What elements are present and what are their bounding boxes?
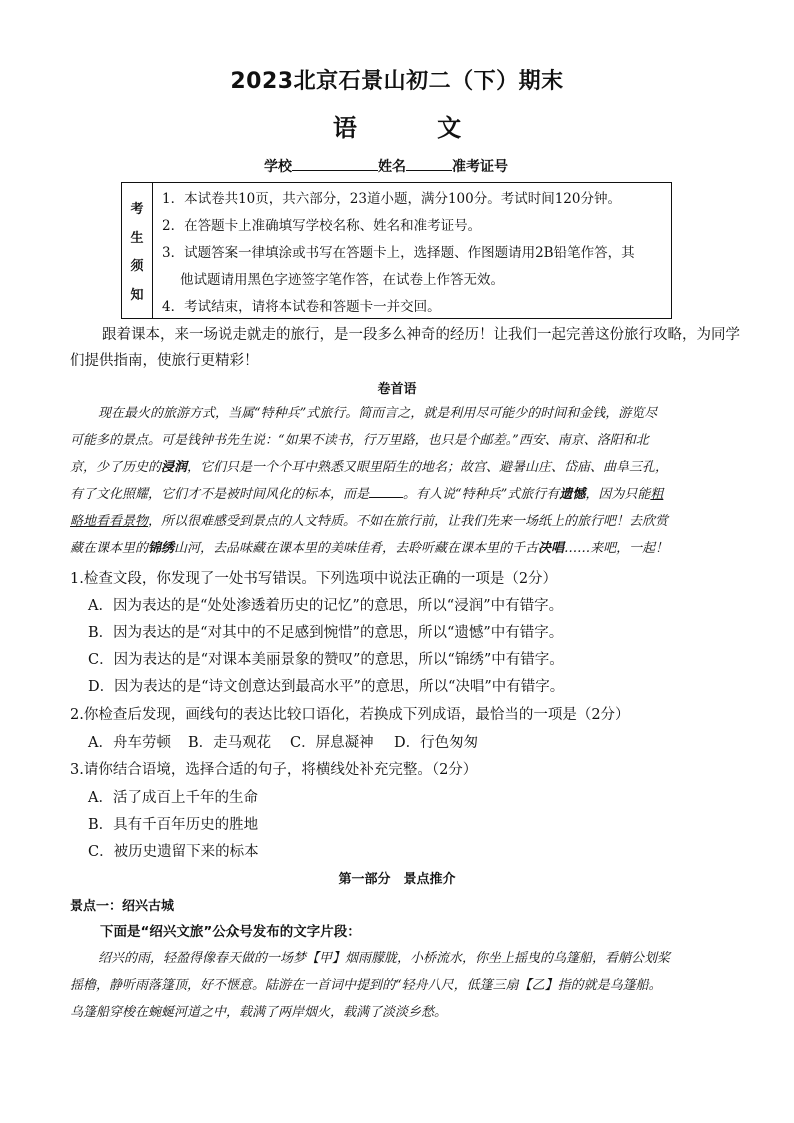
exam-id-label: 准考证号	[452, 159, 508, 175]
preface-word-juechang: 决唱	[538, 541, 565, 556]
notice-label-char: 须	[130, 259, 144, 275]
preface-line	[70, 481, 730, 508]
school-label: 学校	[264, 159, 292, 175]
preface-line	[70, 535, 730, 562]
question-2-option-c[interactable]: C．屏息凝神	[290, 735, 374, 751]
question-2-option-b[interactable]: B．走马观花	[188, 735, 272, 751]
preface-line: 现在最火的旅游方式，当属“特种兵”式旅行。简而言之，就是利用尽可能少的时间和金钱，游览尽	[98, 406, 658, 421]
preface-line	[70, 508, 730, 535]
preface-text-span: 藏在课本里的	[70, 541, 149, 556]
part-1-heading: 第一部分 景点推介	[338, 872, 456, 887]
question-3-option-a[interactable]: A．活了成百上千年的生命	[88, 790, 258, 806]
preface-text-span: ，因为只能	[585, 487, 651, 502]
notice-item: 他试题请用黑色字迹签字笔作答，在试卷上作答无效。	[180, 272, 504, 288]
question-3-option-c[interactable]: C．被历史遗留下来的标本	[88, 844, 259, 860]
intro-line-1: 跟着课本，来一场说走就走的旅行，是一段多么神奇的经历！让我们一起完善这份旅行攻略，为同学	[102, 327, 740, 343]
passage-line: 绍兴的雨，轻盈得像春天做的一场梦【甲】烟雨朦胧，小桥流水，你坐上摇曳的乌篷船，看艄公划桨	[98, 951, 671, 966]
fill-in-blank[interactable]	[369, 485, 403, 498]
exam-title: 2023北京石景山初二（下）期末	[230, 69, 564, 94]
question-1-option-a[interactable]: A．因为表达的是“处处渗透着历史的记忆”的意思，所以“浸润”中有错字。	[88, 598, 564, 614]
preface-word-jinrun: 浸润	[161, 460, 188, 475]
wechat-intro: 下面是“绍兴文旅”公众号发布的文字片段：	[100, 924, 361, 940]
preface-line: 可能多的景点。可是钱钟书先生说：“如果不读书，行万里路，也只是个邮差。”西安、南京、洛阳和北	[70, 433, 649, 448]
question-1-stem: 1.检查文段，你发现了一处书写错误。下列选项中说法正确的一项是（2分）	[70, 571, 558, 587]
preface-word-yihan: 遗憾	[559, 487, 586, 502]
subject-title: 语 文	[332, 114, 498, 142]
student-info-fields	[264, 156, 508, 176]
preface-text-span: 京，少了历史的	[70, 460, 162, 475]
question-2-option-d[interactable]: D．行色匆匆	[394, 735, 479, 751]
question-3-stem: 3.请你结合语境，选择合适的句子，将横线处补充完整。（2分）	[70, 762, 478, 778]
passage-line: 乌篷船穿梭在蜿蜒河道之中，载满了两岸烟火，载满了淡淡乡愁。	[70, 1005, 448, 1020]
notice-label	[122, 183, 153, 318]
question-2-stem: 2.你检查后发现，画线句的表达比较口语化，若换成下列成语，最恰当的一项是（2分）	[70, 707, 630, 723]
passage-line: 摇橹，静听雨落篷顶，好不惬意。陆游在一首词中提到的“轻舟八尺，低篷三扇【乙】指的就是乌篷船。	[70, 978, 662, 993]
question-2-option-a[interactable]: A．舟车劳顿	[88, 735, 171, 751]
preface-text-span: 山河，去品味藏在课本里的美味佳肴，去聆听藏在课本里的千古	[174, 541, 539, 556]
intro-line-2: 们提供指南，使旅行更精彩！	[70, 353, 259, 369]
preface-heading: 卷首语	[377, 382, 417, 397]
question-1-option-d[interactable]: D．因为表达的是“诗文创意达到最高水平”的意思，所以“决唱”中有错字。	[88, 679, 565, 695]
name-blank[interactable]	[406, 156, 452, 171]
spot-1-title: 景点一：绍兴古城	[70, 899, 175, 914]
name-label: 姓名	[378, 159, 406, 175]
preface-text-span: 有了文化照耀，它们才不是被时间风化的标本，而是	[70, 487, 370, 502]
notice-item: 2．在答题卡上准确填写学校名称、姓名和准考证号。	[162, 218, 482, 234]
underlined-sentence: 粗	[650, 487, 664, 502]
notice-item: 4．考试结束，请将本试卷和答题卡一并交回。	[162, 299, 441, 315]
preface-text-span: 。有人说“特种兵”式旅行有	[403, 487, 560, 502]
notice-label-char: 生	[130, 230, 144, 246]
underlined-sentence: 略地看看景物	[70, 514, 149, 529]
notice-label-char: 考	[130, 202, 144, 218]
preface-word-jinxiu: 锦绣	[148, 541, 175, 556]
preface-line	[70, 454, 730, 481]
school-blank[interactable]	[292, 156, 378, 171]
notice-item: 3．试题答案一律填涂或书写在答题卡上，选择题、作图题请用2B铅笔作答，其	[162, 245, 635, 261]
preface-text-span: ，它们只是一个个耳中熟悉又眼里陌生的地名；故宫、避暑山庄、岱庙、曲阜三孔，	[187, 460, 669, 475]
notice-items	[162, 186, 665, 321]
preface-text-span: ，所以很难感受到景点的人文特质。不如在旅行前，让我们先来一场纸上的旅行吧！去欣赏	[148, 514, 669, 529]
preface-text-span: ……来吧，一起！	[564, 541, 669, 556]
question-1-option-c[interactable]: C．因为表达的是“对课本美丽景象的赞叹”的意思，所以“锦绣”中有错字。	[88, 652, 564, 668]
question-1-option-b[interactable]: B．因为表达的是“对其中的不足感到惋惜”的意思，所以“遗憾”中有错字。	[88, 625, 564, 641]
notice-item: 1．本试卷共10页，共六部分，23道小题，满分100分。考试时间120分钟。	[162, 191, 621, 207]
question-3-option-b[interactable]: B．具有千百年历史的胜地	[88, 817, 259, 833]
notice-label-char: 知	[130, 287, 144, 303]
shaoxing-passage	[70, 945, 730, 1026]
preface-text	[70, 400, 730, 562]
exam-notice-box	[121, 182, 672, 319]
